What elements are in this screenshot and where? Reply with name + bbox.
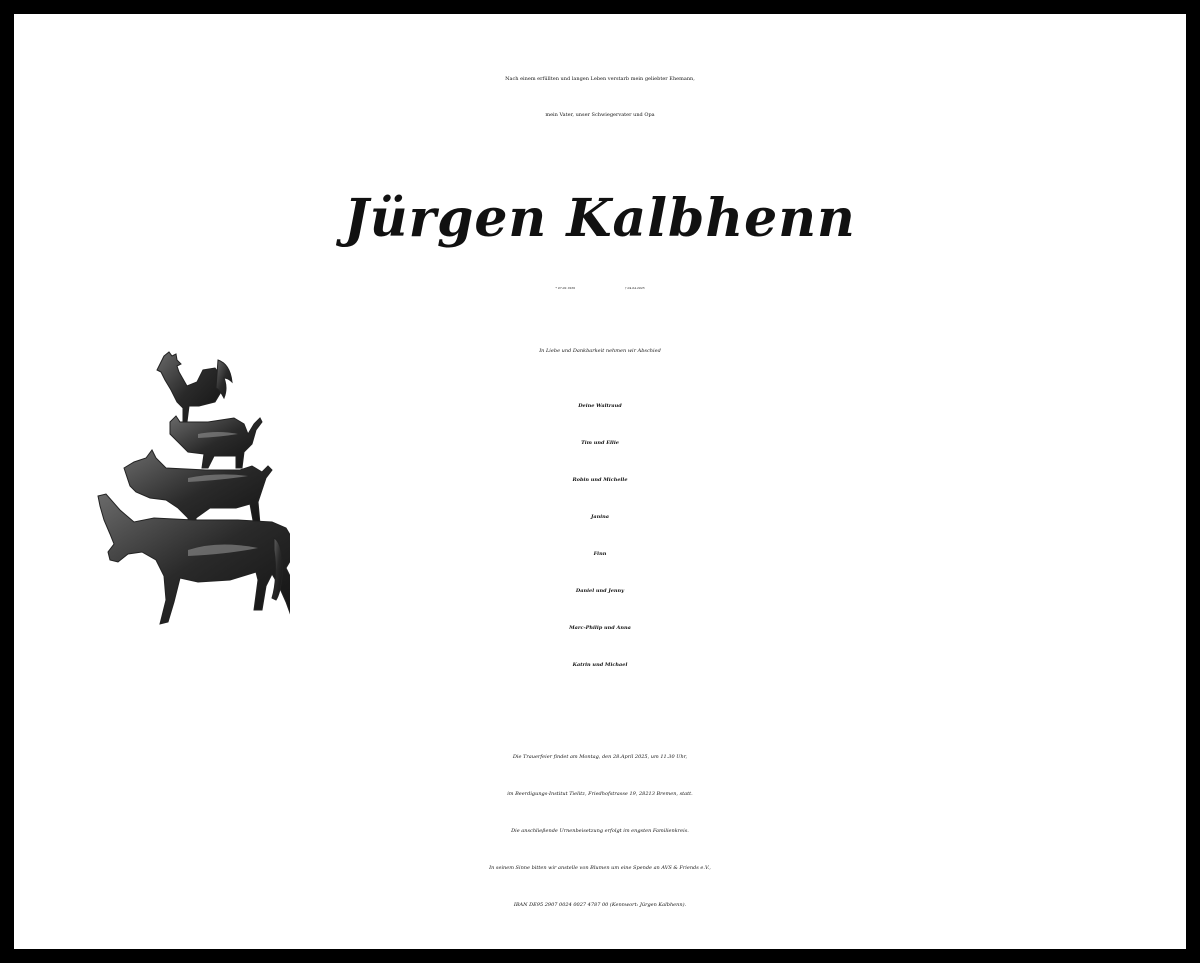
closing-line: IBAN DE95 2907 0024 0027 4787 00 (Kennwort: Jürgen Kalbhenn). [513,902,687,908]
intro-line-2: mein Vater, unser Schwiegervater und Opa [545,112,655,118]
closing-line: Die anschließende Urnenbeisetzung erfolgt im engsten Familienkreis. [511,828,689,834]
mourner-name: Katrin und Michael [572,662,628,668]
mourner-name: Marc-Philip und Anna [569,625,631,631]
intro-line-1: Nach einem erfüllten und langen Leben verstarb mein geliebter Ehemann, [505,76,695,82]
mourner-name: Daniel und Jenny [575,588,625,594]
death-date: † 04.04.2025 [625,286,645,290]
mourner-name: Tim und Ellie [581,440,619,446]
birth-date: * 07.02.1939 [555,286,575,290]
closing-line: In seinem Sinne bitten wir anstelle von Blumen um eine Spende an AVS & Friends e.V., [489,865,711,871]
farewell-line: In Liebe und Dankbarkeit nehmen wir Abschied [539,348,661,354]
obituary-notice [14,14,1186,949]
mourner-name: Robin und Michelle [572,477,628,483]
life-dates [14,286,1186,290]
deceased-name: Jürgen Kalbhenn [344,188,856,249]
mourner-name: Janina [590,514,609,520]
closing-line: im Beerdigungs-Institut Tielitz, Friedhofstrasse 19, 28213 Bremen, statt. [507,791,693,797]
mourner-name: Finn [593,551,607,557]
mourner-name: Deine Waltraud [578,403,622,409]
closing-line: Die Trauerfeier findet am Montag, den 28.April 2025, um 11.30 Uhr, [512,754,688,760]
